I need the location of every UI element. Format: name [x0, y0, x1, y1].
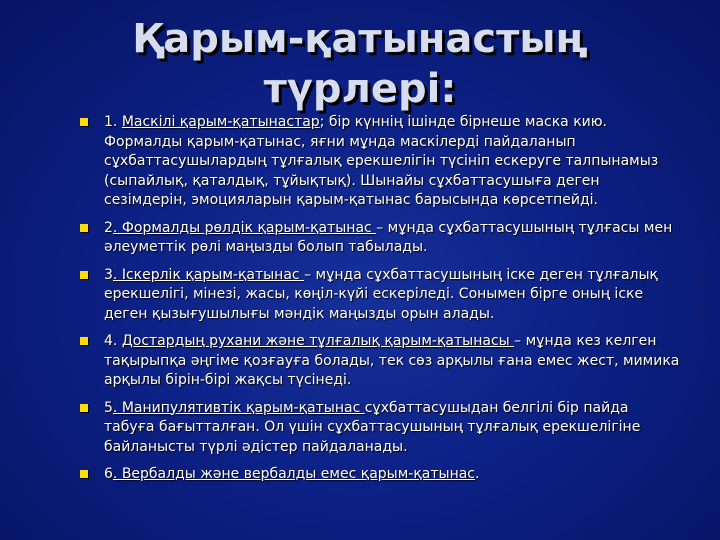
bullet-term: . Іскерлік қарым-қатынас	[112, 266, 305, 283]
square-bullet-icon	[80, 337, 88, 345]
bullet-item-3	[80, 266, 680, 325]
square-bullet-icon	[80, 224, 88, 232]
bullet-term: Достардың рухани және тұлғалық қарым-қатынасы	[121, 333, 515, 349]
square-bullet-icon	[80, 118, 88, 126]
square-bullet-icon	[80, 404, 88, 412]
bullet-text: – мұнда сұхбаттасушының іске деген тұлғалық ерекшелігі, мінезі, жасы, көңіл-күйі ескеріледі. Сонымен бірге оның іске деген қызығушылығы мәндік маңызды орын алады.	[104, 266, 659, 322]
bullet-term: Маскілі қарым-қатынастар	[121, 114, 320, 130]
bullet-number: 5	[104, 399, 113, 416]
bullet-text: – мұнда сұхбаттасушының тұлғасы мен әлеуметтік рөлі маңызды болып табылады.	[104, 219, 673, 255]
bullet-term: . Формалды рөлдік қарым-қатынас	[112, 219, 377, 236]
slide-title-line-2: түрлері:	[263, 66, 457, 112]
bullet-text: ; бір күннің ішінде бірнеше маска кию. Формалды қарым-қатынас, яғни мұнда маскілерді пайдаланып сұхбаттасушылардың тұлғалық ерекшелігін түсініп ескеруге талпынамыз (сыпайлық, қаталдық, тұйықтық). Шынайы сұхбаттасушыға деген сезімдерін, эмоцияларын қарым-қатынас барысында көрсетпейді.	[104, 114, 659, 208]
slide-title	[40, 14, 680, 114]
bullet-item-6	[80, 465, 680, 485]
bullet-text: .	[475, 466, 480, 482]
bullet-number: 2	[104, 219, 113, 236]
bullet-number: 4.	[104, 333, 122, 349]
square-bullet-icon	[80, 470, 88, 478]
slide-title-line-1: Қарым-қатынастың	[132, 16, 588, 62]
bullet-item-5	[80, 399, 680, 458]
bullet-number: 6	[104, 466, 113, 482]
bullet-term: . Вербалды және вербалды емес қарым-қатынас	[112, 466, 476, 482]
bullet-number: 1.	[104, 114, 122, 130]
bullet-term: . Манипулятивтік қарым-қатынас	[112, 399, 365, 416]
bullet-item-2	[80, 219, 680, 258]
bullet-text: сұхбаттасушыдан белгілі бір пайда табуға бағытталған. Ол үшін сұхбаттасушының тұлғалық ерекшелігіне байланысты түрлі әдістер пайдаланады.	[104, 399, 641, 455]
bullet-text: – мұнда кез келген тақырыпқа әңгіме қозғауға болады, тек сөз арқылы ғана емес жест, мимика арқылы бірін-бірі жақсы түсінеді.	[104, 333, 680, 388]
bullet-item-1	[80, 113, 680, 211]
bullet-number: 3	[104, 266, 113, 283]
square-bullet-icon	[80, 271, 88, 279]
bullet-item-4	[80, 332, 680, 391]
bullet-list	[80, 113, 680, 493]
